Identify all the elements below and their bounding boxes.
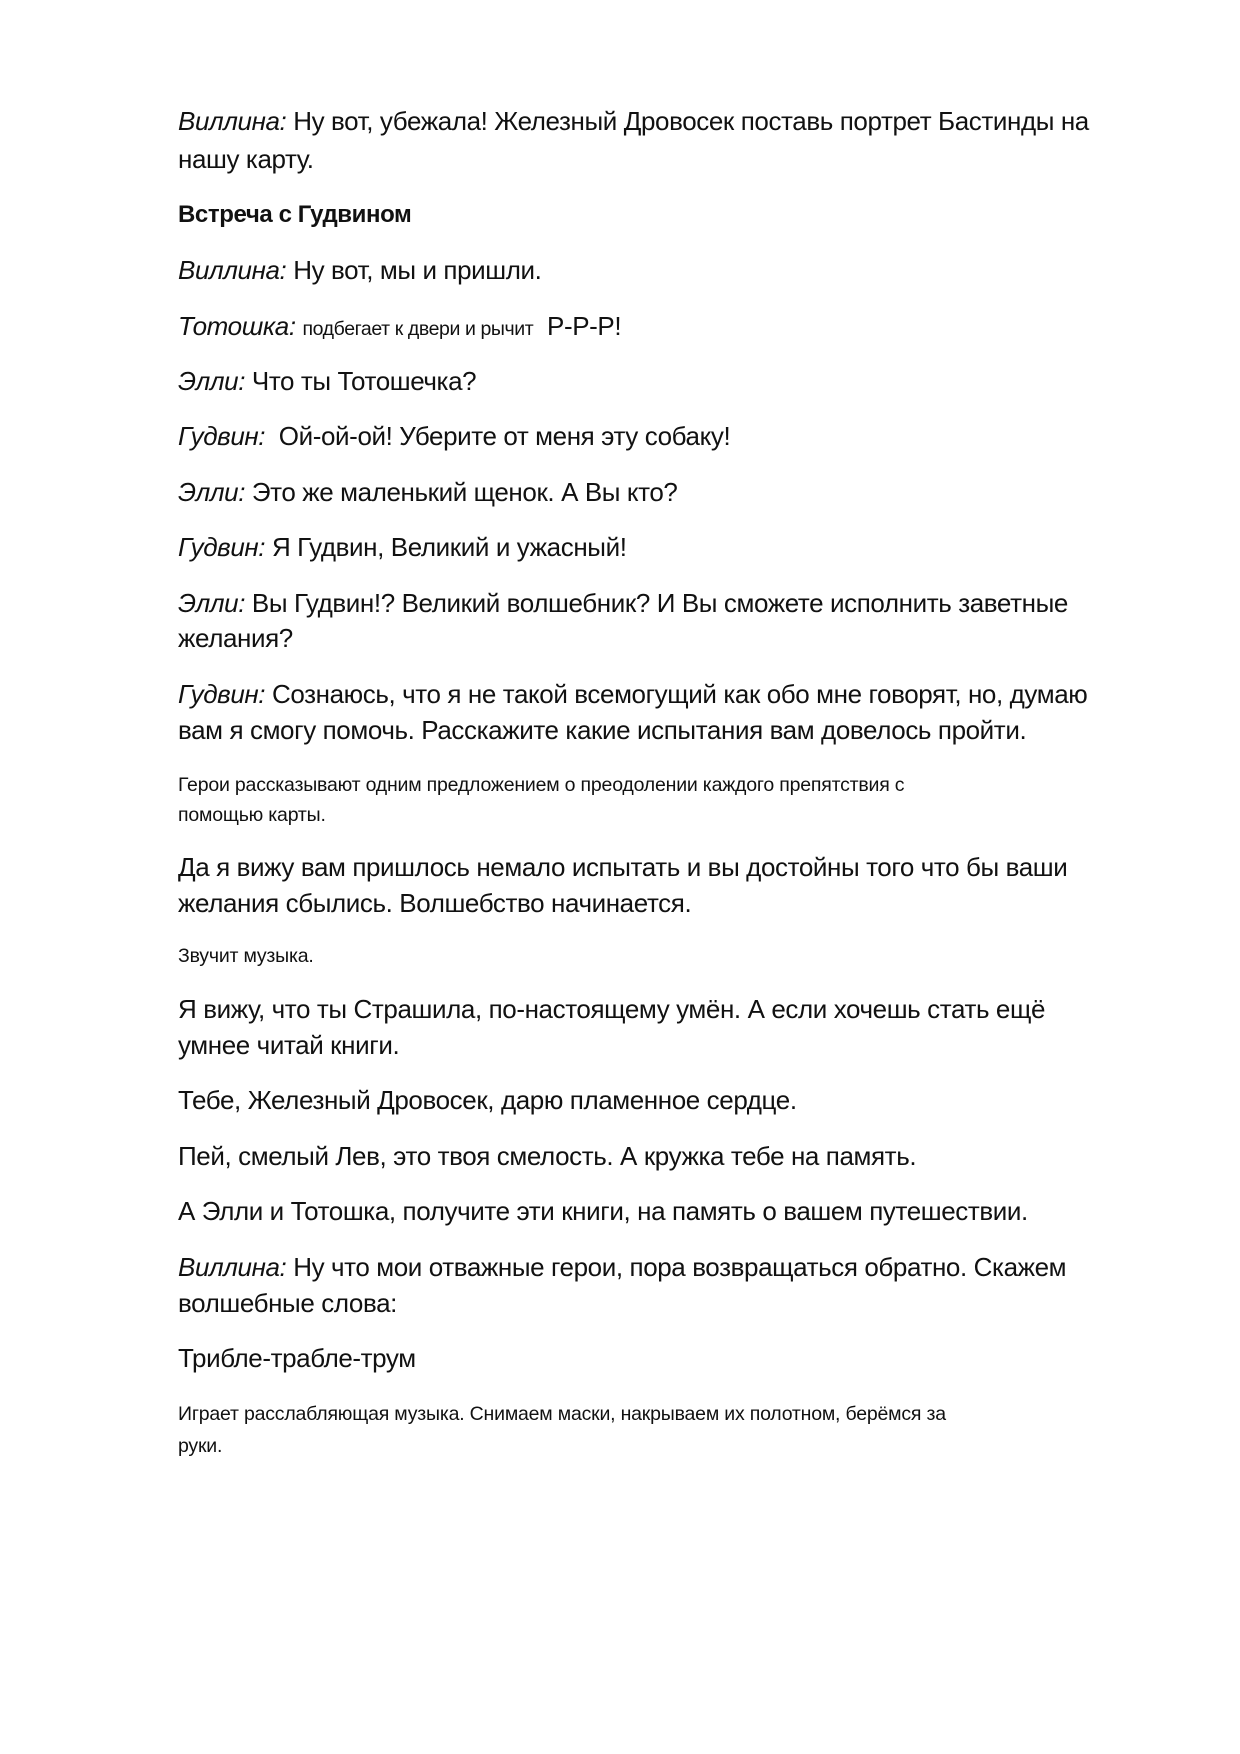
note-text: Играет расслабляющая музыка. Снимаем маски, накрываем их полотном, берёмся за (178, 1403, 946, 1425)
speaker-label: Виллина: (178, 255, 287, 285)
line-text: Вы Гудвин!? Великий волшебник? И Вы сможете исполнить заветные (251, 588, 1068, 618)
line-text: нашу карту. (178, 144, 314, 174)
speaker-label: Элли: (178, 366, 246, 396)
heading-text: Встреча с Гудвином (178, 201, 412, 228)
dialogue-elli-1 (178, 361, 1158, 402)
dialogue-gudvin-2 (178, 527, 1158, 568)
note-text: Герои рассказывают одним предложением о преодолении каждого препятствия с (178, 774, 905, 796)
speaker-label: Гудвин: (178, 532, 266, 562)
stage-direction: подбегает к двери и рычит (302, 318, 534, 340)
dialogue-gudvin-3 (178, 674, 1158, 715)
dialogue-totoshka (178, 306, 1158, 350)
line-text: волшебные слова: (178, 1288, 397, 1318)
line-text: Я вижу, что ты Страшила, по-настоящему умён. А если хочешь стать ещё (178, 994, 1046, 1024)
line-text: Трибле-трабле-трум (178, 1343, 416, 1373)
speaker-label: Гудвин: (178, 421, 266, 451)
line-text: А Элли и Тотошка, получите эти книги, на память о вашем путешествии. (178, 1196, 1028, 1226)
line-text: Ой-ой-ой! Уберите от меня эту собаку! (278, 421, 731, 451)
line-text: Ну вот, убежала! Железный Дровосек поставь портрет Бастинды на (293, 106, 1089, 136)
line-text: Это же маленький щенок. А Вы кто? (251, 477, 678, 507)
speaker-label: Гудвин: (178, 679, 266, 709)
dialogue-villina-2 (178, 250, 1158, 291)
dialogue-gudvin-3-cont (178, 710, 1158, 751)
dialogue-elli-2 (178, 472, 1158, 513)
gudvin-speech-1 (178, 847, 1158, 888)
line-text: желания сбылись. Волшебство начинается. (178, 888, 692, 918)
gudvin-speech-2 (178, 989, 1158, 1030)
dialogue-villina-1 (178, 101, 1158, 142)
line-text: Пей, смелый Лев, это твоя смелость. А кружка тебе на память. (178, 1141, 917, 1171)
stage-note-3 (178, 1396, 1158, 1432)
line-text: Тебе, Железный Дровосек, дарю пламенное сердце. (178, 1085, 797, 1115)
speaker-label: Элли: (178, 477, 246, 507)
line-text: вам я смогу помочь. Расскажите какие испытания вам довелось пройти. (178, 715, 1027, 745)
line-text: Да я вижу вам пришлось немало испытать и вы достойны того что бы ваши (178, 852, 1068, 882)
stage-note-1-cont (178, 797, 1158, 833)
dialogue-villina-1-cont (178, 139, 1158, 180)
note-text: помощью карты. (178, 804, 326, 826)
line-text: желания? (178, 623, 293, 653)
dialogue-villina-3 (178, 1247, 1158, 1288)
section-heading (178, 194, 1158, 235)
speaker-label: Тотошка: (178, 311, 296, 341)
line-text: Сознаюсь, что я не такой всемогущий как обо мне говорят, но, думаю (271, 679, 1088, 709)
note-text: руки. (178, 1435, 223, 1457)
speaker-label: Виллина: (178, 1252, 287, 1282)
line-text: Что ты Тотошечка? (251, 366, 477, 396)
line-text: Ну что мои отважные герои, пора возвращаться обратно. Скажем (293, 1252, 1067, 1282)
line-text: Р-Р-Р! (547, 311, 622, 341)
line-text: умнее читай книги. (178, 1030, 400, 1060)
magic-words (178, 1338, 1158, 1379)
gudvin-speech-5 (178, 1191, 1158, 1232)
line-text: Ну вот, мы и пришли. (293, 255, 542, 285)
gudvin-speech-1-cont (178, 883, 1158, 924)
stage-note-2 (178, 938, 1158, 974)
stage-note-3-cont (178, 1428, 1158, 1464)
dialogue-villina-3-cont (178, 1283, 1158, 1324)
gudvin-speech-2-cont (178, 1025, 1158, 1066)
note-text: Звучит музыка. (178, 945, 314, 967)
gudvin-speech-4 (178, 1136, 1158, 1177)
speaker-label: Элли: (178, 588, 246, 618)
dialogue-elli-3-cont (178, 618, 1158, 659)
line-text: Я Гудвин, Великий и ужасный! (271, 532, 627, 562)
speaker-label: Виллина: (178, 106, 287, 136)
gudvin-speech-3 (178, 1080, 1158, 1121)
dialogue-gudvin-1 (178, 416, 1158, 457)
